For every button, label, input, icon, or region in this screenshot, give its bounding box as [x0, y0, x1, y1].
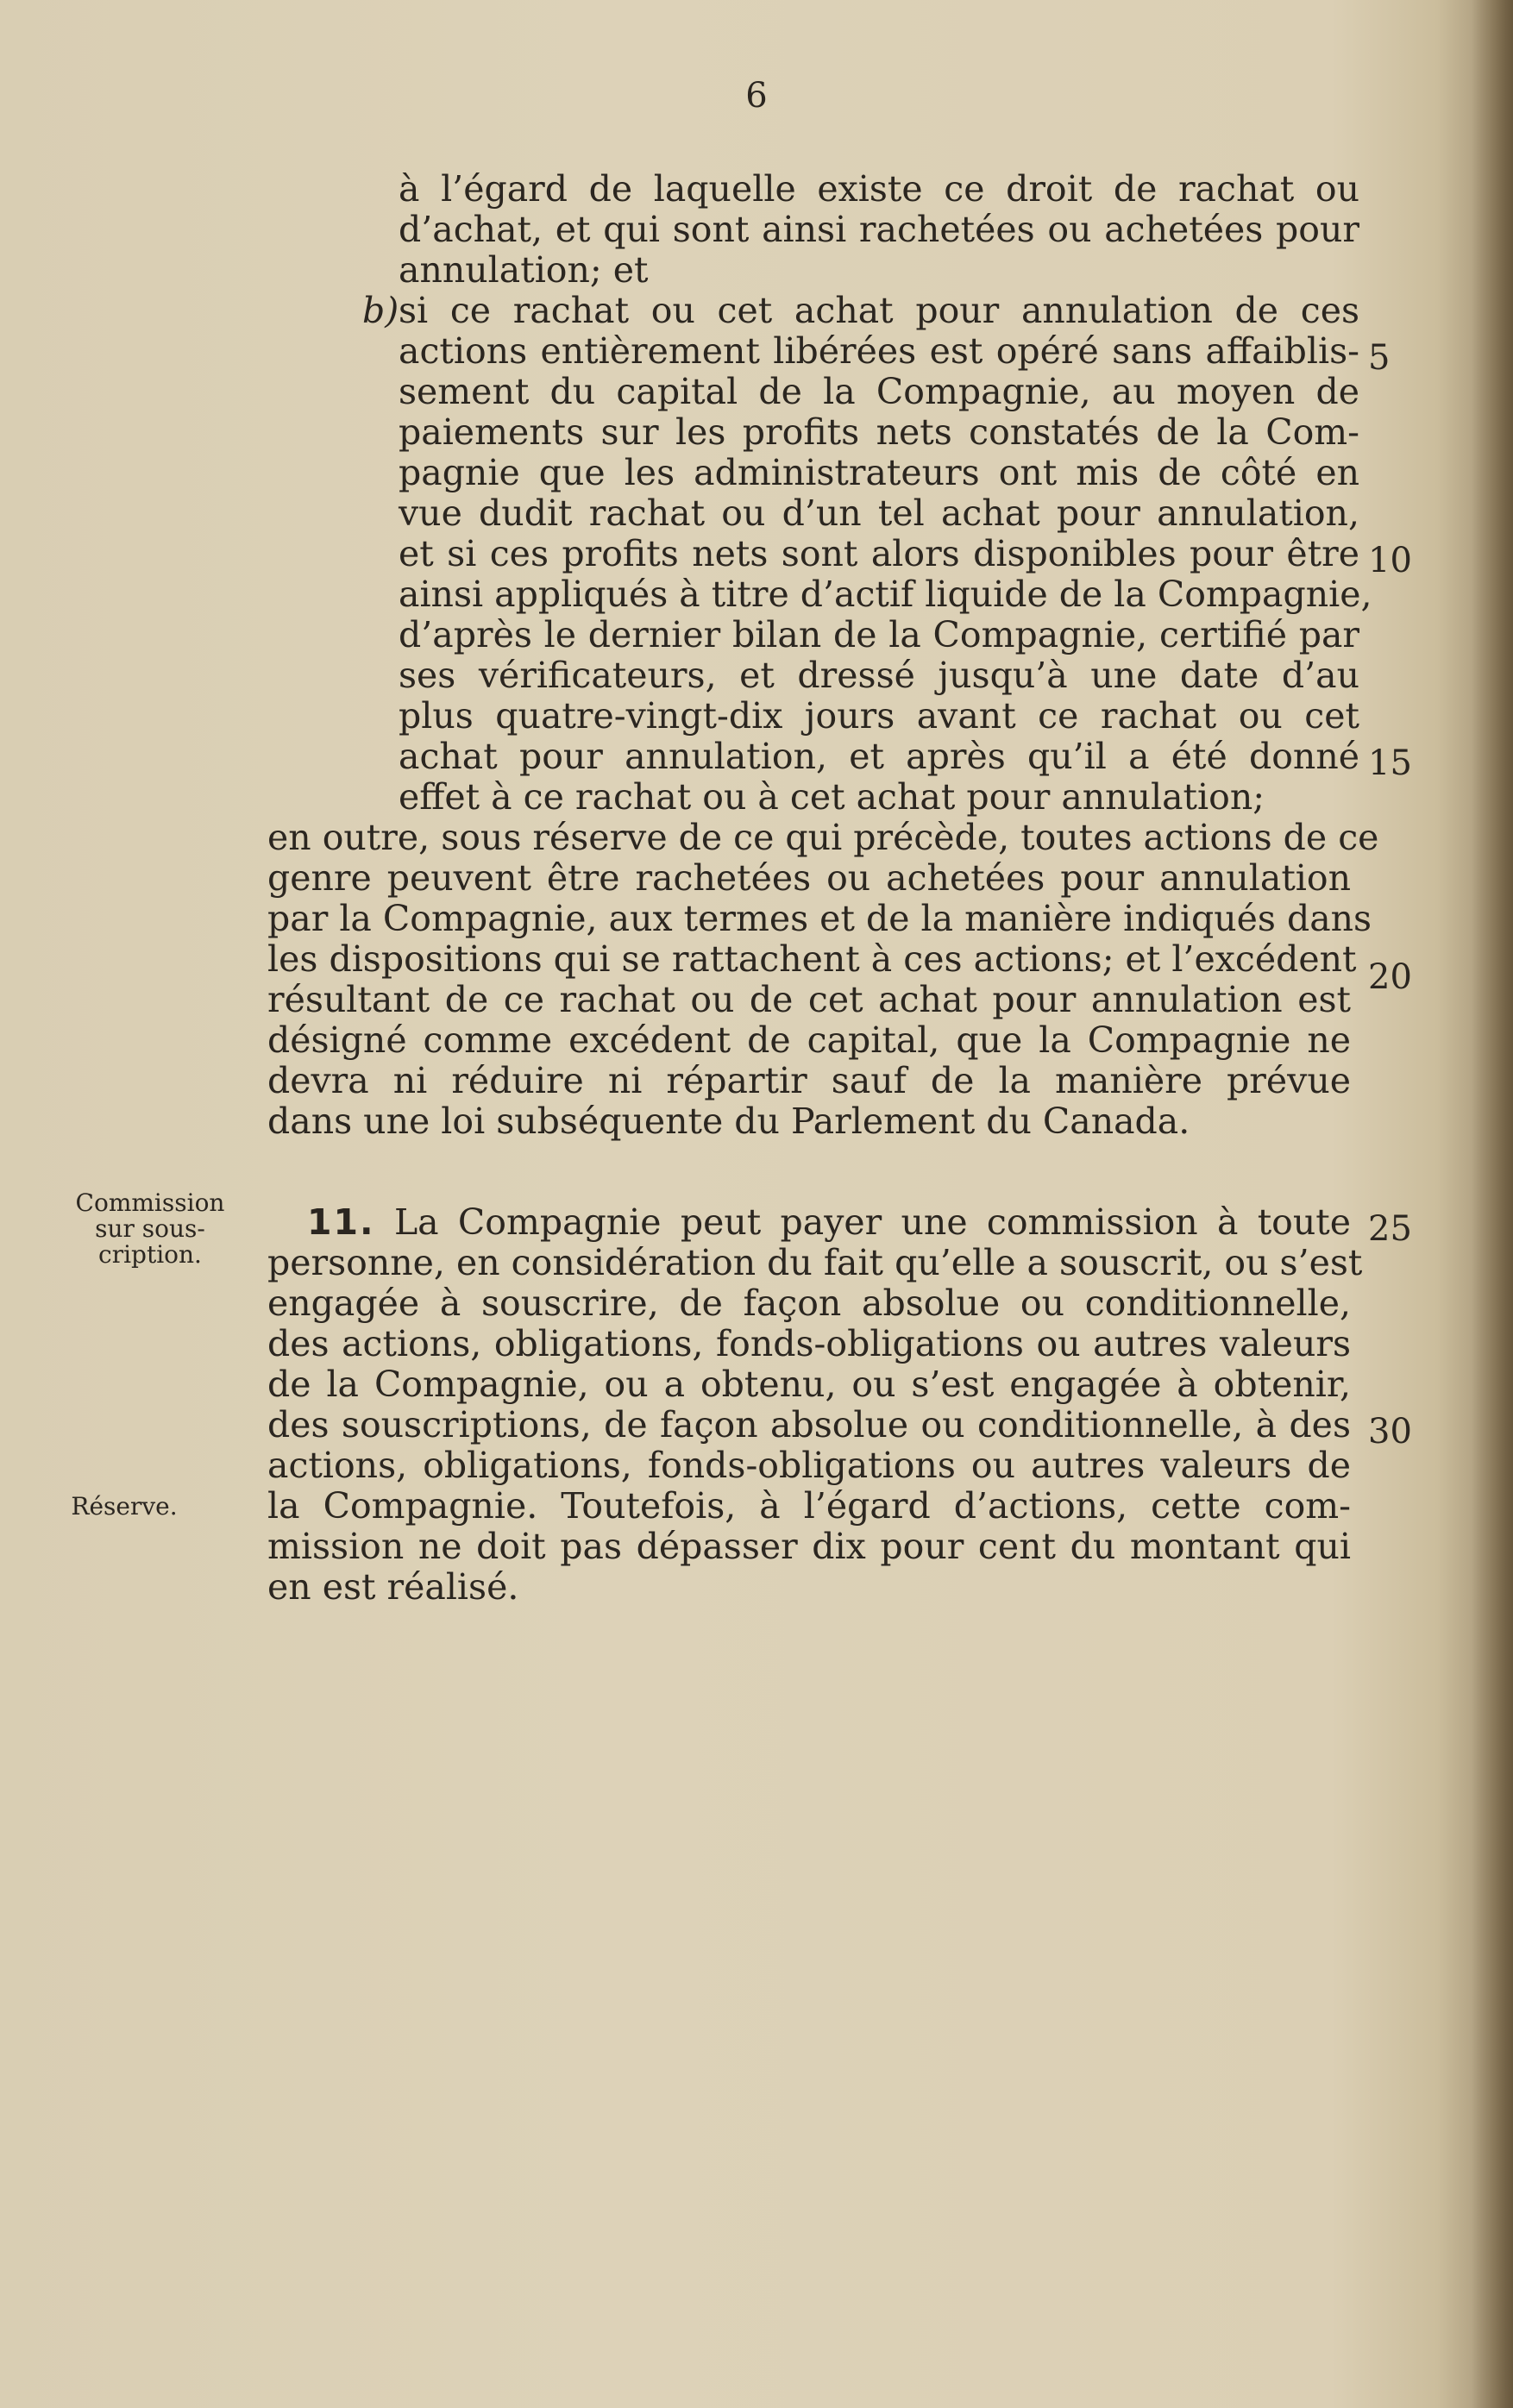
page-binding-edge — [1472, 0, 1513, 2408]
text-line: désigné comme excédent de capital, que la Compagnie ne — [267, 1019, 1351, 1061]
text-line: d’achat, et qui sont ainsi rachetées ou achetées pour — [399, 209, 1359, 250]
margin-note-commission — [55, 1190, 245, 1268]
text-line: à l’égard de laquelle existe ce droit de rachat ou — [399, 168, 1359, 210]
text-line: en est réalisé. — [267, 1566, 519, 1608]
line-number: 25 — [1368, 1209, 1412, 1249]
line-number: 15 — [1368, 743, 1412, 783]
text-line: sement du capital de la Compagnie, au moyen de — [399, 371, 1359, 412]
text-line: pagnie que les administrateurs ont mis de côté en — [399, 452, 1359, 493]
text-line: et si ces profits nets sont alors disponibles pour être — [399, 533, 1359, 574]
text-line: actions, obligations, fonds-obligations ou autres valeurs de — [267, 1445, 1351, 1486]
line-number: 30 — [1368, 1412, 1412, 1452]
text-line: des souscriptions, de façon absolue ou conditionnelle, à des — [267, 1404, 1351, 1445]
line-number: 20 — [1368, 957, 1412, 997]
line-number: 5 — [1368, 338, 1391, 378]
paragraph-label-b: b) — [362, 290, 399, 331]
text-line: ainsi appliqués à titre d’actif liquide de la Compagnie, — [399, 574, 1372, 615]
text-line: genre peuvent être rachetées ou achetées pour annulation — [267, 857, 1351, 899]
section-number: 11. — [307, 1201, 375, 1243]
text-line: annulation; et — [399, 249, 649, 291]
text-line: de la Compagnie, ou a obtenu, ou s’est engagée à obtenir, — [267, 1364, 1351, 1405]
text-line: ses vérificateurs, et dressé jusqu’à une date d’au — [399, 655, 1359, 696]
text-line: mission ne doit pas dépasser dix pour cent du montant qui — [267, 1526, 1351, 1567]
margin-note-line: Commission — [75, 1188, 225, 1217]
text-line: actions entièrement libérées est opéré sans affaiblis- — [399, 330, 1359, 372]
text-line: les dispositions qui se rattachent à ces actions; et l’excédent — [267, 938, 1357, 980]
section-first-line-text: La Compagnie peut payer une commission à toute — [393, 1201, 1351, 1243]
text-line: si ce rachat ou cet achat pour annulation de ces — [399, 290, 1359, 331]
text-line: personne, en considération du fait qu’elle a souscrit, ou s’est — [267, 1242, 1363, 1283]
text-line: engagée à souscrire, de façon absolue ou conditionnelle, — [267, 1282, 1351, 1324]
text-line: des actions, obligations, fonds-obligations ou autres valeurs — [267, 1323, 1351, 1364]
margin-note-line: sur sous- — [95, 1214, 205, 1243]
text-line: paiements sur les profits nets constatés de la Com- — [399, 411, 1359, 453]
text-line: la Compagnie. Toutefois, à l’égard d’actions, cette com- — [267, 1485, 1351, 1527]
margin-note-line: cription. — [98, 1240, 202, 1269]
text-line: par la Compagnie, aux termes et de la manière indiqués dans — [267, 898, 1372, 939]
text-line: dans une loi subséquente du Parlement du Canada. — [267, 1101, 1190, 1142]
section-11-first-line — [267, 1202, 1351, 1243]
line-number: 10 — [1368, 541, 1412, 580]
text-line: en outre, sous réserve de ce qui précède, toutes actions de ce — [267, 817, 1379, 858]
text-line: plus quatre-vingt-dix jours avant ce rachat ou cet — [399, 695, 1359, 737]
text-line: effet à ce rachat ou à cet achat pour annulation; — [399, 776, 1265, 818]
text-line: résultant de ce rachat ou de cet achat pour annulation est — [267, 979, 1351, 1020]
text-line: d’après le dernier bilan de la Compagnie, certifié par — [399, 614, 1359, 655]
margin-note-reserve: Réserve. — [71, 1492, 178, 1521]
page-number: 6 — [745, 76, 768, 116]
text-line: vue dudit rachat ou d’un tel achat pour annulation, — [399, 492, 1359, 534]
text-line: devra ni réduire ni répartir sauf de la manière prévue — [267, 1060, 1351, 1101]
text-line: achat pour annulation, et après qu’il a été donné — [399, 736, 1359, 777]
